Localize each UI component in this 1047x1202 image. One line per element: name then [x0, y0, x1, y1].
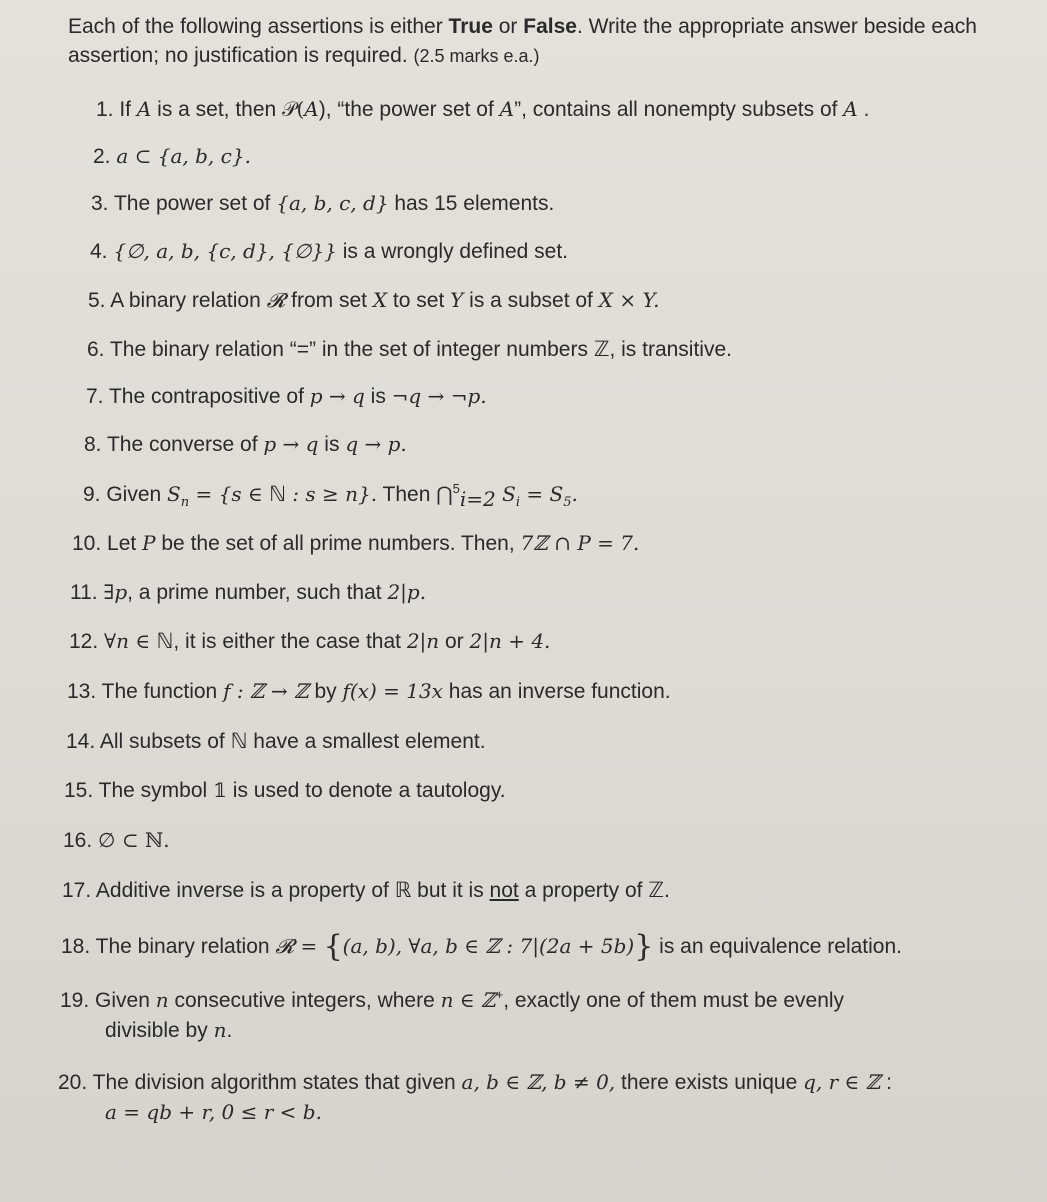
q-math: S	[167, 482, 181, 506]
q-text: or	[439, 630, 470, 653]
question-19	[60, 986, 844, 1045]
question-10	[72, 529, 639, 558]
q-text: , it is either the case that	[173, 630, 407, 653]
question-number: 14.	[66, 730, 96, 753]
q-text: The function	[96, 680, 224, 703]
question-number: 16.	[63, 829, 93, 852]
question-number: 19.	[60, 989, 90, 1012]
q-math: p → q	[263, 432, 319, 456]
question-3	[91, 189, 554, 218]
q-math: }	[634, 929, 654, 964]
q-text: All subsets of	[95, 730, 231, 753]
q-math: X × Y.	[598, 288, 660, 312]
q-math-sup: 5	[452, 481, 460, 496]
q-text: Additive inverse is a property of	[91, 879, 395, 902]
q-math: .	[571, 482, 578, 506]
question-13	[67, 677, 671, 706]
q-math: 𝟙	[213, 778, 227, 802]
question-4	[90, 237, 568, 266]
q-math: ℤ	[593, 337, 610, 361]
question-number: 7.	[86, 385, 104, 408]
q-text: , exactly one of them must be evenly	[503, 989, 845, 1012]
question-9	[83, 480, 578, 512]
instr-text-2: . Write the appropriate answer beside each assertion; no justification is required.	[68, 15, 977, 67]
question-2	[93, 142, 251, 171]
q-math: ℕ	[269, 482, 286, 506]
q-math: a ⊂ {a, b, c}.	[116, 144, 251, 168]
q-math: n	[213, 1018, 227, 1042]
question-number: 8.	[84, 433, 102, 456]
q-text: , is transitive.	[609, 338, 732, 361]
question-number: 9.	[83, 483, 101, 506]
instr-or: or	[492, 15, 524, 38]
question-8	[84, 430, 407, 459]
q-text: The contrapositive of	[103, 385, 310, 408]
question-number: 2.	[93, 145, 111, 168]
q-text: but it is	[411, 879, 490, 902]
q-text: is a set, then	[151, 98, 283, 121]
question-number: 5.	[88, 289, 106, 312]
instr-true: True	[448, 15, 493, 38]
q-text: Given	[100, 483, 168, 506]
q-text: have a smallest element.	[247, 730, 486, 753]
q-text: Then	[377, 483, 437, 506]
q-math: {	[323, 929, 343, 964]
q-text: by	[308, 680, 343, 703]
q-text: is an equivalence relation.	[653, 935, 902, 958]
q-text-underlined: not	[489, 879, 519, 902]
question-16	[63, 826, 170, 855]
q-math: 𝓡 =	[275, 934, 324, 958]
q-math-sub: i	[515, 495, 521, 510]
instr-false: False	[523, 15, 577, 38]
q-math: f : ℤ → ℤ	[223, 679, 309, 703]
q-math: f(x) = 13x	[342, 679, 443, 703]
instr-marks: (2.5 marks e.a.)	[413, 46, 540, 66]
q-math: a = qb + r, 0 ≤ r < b.	[105, 1100, 322, 1124]
instructions	[68, 12, 1018, 71]
q-math: 2|p.	[387, 580, 427, 604]
q-text: consecutive integers, where	[168, 989, 441, 1012]
q-math: 7ℤ ∩ P = 7.	[520, 531, 640, 555]
q-math: p → q	[309, 384, 365, 408]
q-math: ⋂	[436, 482, 453, 506]
q-text: :	[880, 1071, 892, 1094]
question-number: 11.	[70, 581, 98, 604]
question-number: 12.	[69, 630, 99, 653]
q-math: X	[372, 288, 388, 312]
q-math: q → p.	[345, 432, 407, 456]
question-number: 18.	[61, 935, 91, 958]
q-math: ℝ	[394, 878, 412, 902]
q-text: there exists unique	[615, 1071, 804, 1094]
q-math: 2|n	[406, 629, 440, 653]
question-1	[96, 95, 869, 124]
q-text: The symbol	[93, 779, 214, 802]
q-math: 2|n + 4.	[469, 629, 551, 653]
question-number: 1.	[96, 98, 114, 121]
q-text: Let	[101, 532, 143, 555]
q-math: P	[142, 531, 156, 555]
q-text: If	[113, 98, 137, 121]
question-11	[70, 578, 426, 607]
question-number: 17.	[62, 879, 92, 902]
q-text: is used to denote a tautology.	[226, 779, 506, 802]
q-math: = S	[520, 482, 564, 506]
q-text: divisible by	[105, 1019, 214, 1042]
q-math: q, r ∈ ℤ	[803, 1070, 881, 1094]
q-math: {a, b, c, d}	[276, 191, 389, 215]
question-number: 15.	[64, 779, 94, 802]
question-number: 3.	[91, 192, 109, 215]
question-5	[88, 286, 659, 315]
question-20	[58, 1068, 892, 1127]
q-math: : s ≥ n}.	[285, 482, 378, 506]
q-text: is	[364, 385, 392, 408]
q-math: 𝒫(	[282, 97, 305, 121]
q-math: a, b ∈ ℤ, b ≠ 0,	[461, 1070, 616, 1094]
question-12	[69, 627, 550, 656]
q-text: is a wrongly defined set.	[336, 240, 568, 263]
q-math: A	[843, 97, 858, 121]
q-math: ℕ	[156, 629, 174, 653]
q-math: n ∈ ℤ	[440, 988, 496, 1012]
q19-line2	[60, 1016, 844, 1045]
q-math: ∅ ⊂ ℕ.	[98, 828, 170, 852]
instr-text: Each of the following assertions is either	[68, 15, 449, 38]
question-number: 13.	[67, 680, 97, 703]
q-text: .	[226, 1019, 233, 1042]
q-text: The power set of	[108, 192, 277, 215]
q-text: has 15 elements.	[388, 192, 555, 215]
question-14	[66, 727, 486, 756]
q-text: ”, contains all nonempty subsets of	[514, 98, 844, 121]
q-math: 𝓡	[266, 288, 286, 312]
question-number: 6.	[87, 338, 105, 361]
q-text: a property of	[518, 879, 649, 902]
question-6	[87, 335, 732, 364]
q-text: Given	[89, 989, 156, 1012]
q-math: S	[495, 482, 516, 506]
q-text: The binary relation “=” in the set of integer numbers	[104, 338, 594, 361]
question-7	[86, 382, 487, 411]
q-text: The division algorithm states that given	[87, 1071, 462, 1094]
q-math-sup: +	[495, 987, 504, 1002]
q-math: n	[155, 988, 169, 1012]
q-text: is	[318, 433, 346, 456]
q-math-sub: n	[180, 495, 190, 510]
q-text: A binary relation	[105, 289, 267, 312]
q-math: A	[304, 97, 319, 121]
question-number: 10.	[72, 532, 102, 555]
question-15	[64, 776, 506, 805]
q-text: The converse of	[101, 433, 264, 456]
q-math: Y	[450, 288, 464, 312]
q-text: be the set of all prime numbers. Then,	[155, 532, 521, 555]
q-text: The binary relation	[90, 935, 276, 958]
q-text: to set	[387, 289, 451, 312]
q-math-sub: i=2	[459, 487, 496, 512]
question-number: 4.	[90, 240, 108, 263]
q-math: ℤ	[648, 878, 664, 902]
q-text: from set	[285, 289, 373, 312]
q-math: ∀n ∈	[104, 629, 157, 653]
q-text: , a prime number, such that	[127, 581, 388, 604]
q-math: A	[499, 97, 515, 121]
q-math: A	[136, 97, 152, 121]
q-math: ¬q → ¬p.	[391, 384, 487, 408]
question-18	[61, 929, 902, 964]
q-text: .	[857, 98, 870, 121]
q-math: ∃p	[103, 580, 128, 604]
q-math: = {s ∈	[189, 482, 270, 506]
q-text: ), “the power set of	[318, 98, 500, 121]
q-math: (a, b), ∀a, b ∈ ℤ : 7|(2a + 5b)	[342, 934, 635, 958]
question-17	[62, 876, 670, 905]
q-math-sub: 5	[563, 495, 572, 510]
q-text: has an inverse function.	[442, 680, 671, 703]
q-math: {∅, a, b, {c, d}, {∅}}	[113, 239, 337, 263]
question-number: 20.	[58, 1071, 88, 1094]
q-text: .	[663, 879, 670, 902]
q-math: ℕ	[230, 729, 248, 753]
q-text: is a subset of	[463, 289, 599, 312]
